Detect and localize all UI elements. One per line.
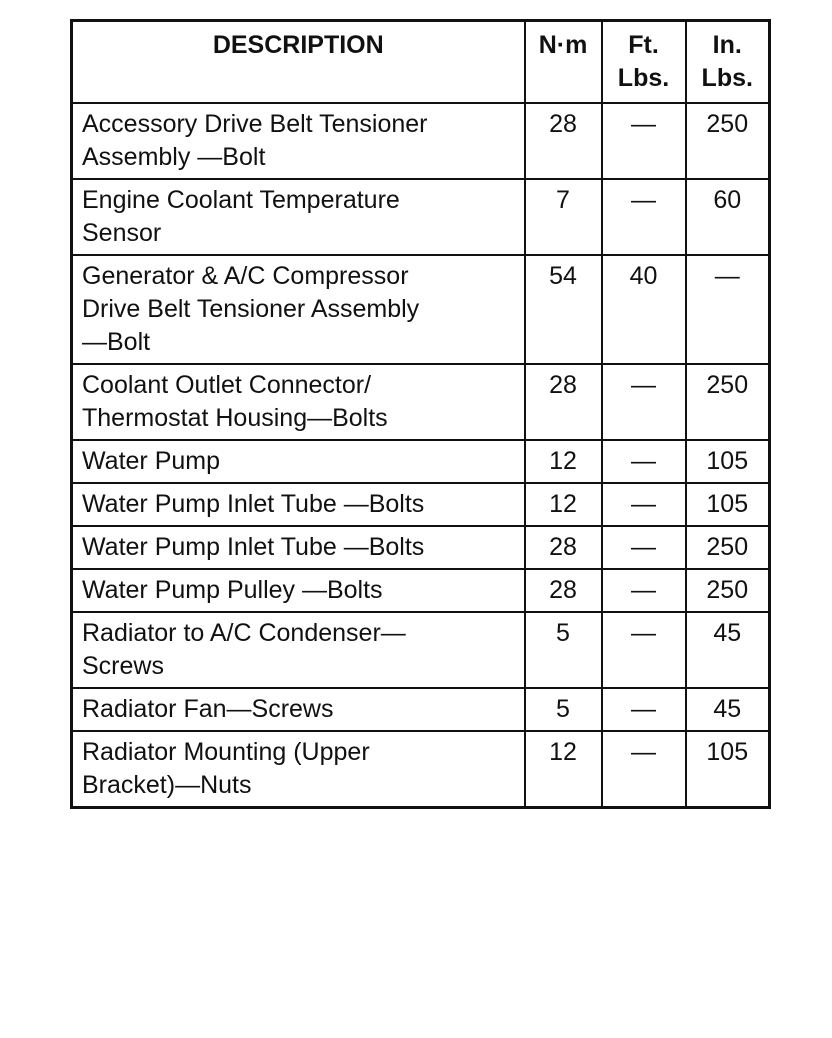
description-line: Water Pump Inlet Tube —Bolts	[82, 490, 425, 518]
row-in-lbs-value: 60	[686, 179, 770, 255]
row-in-lbs-value: 45	[686, 612, 770, 688]
row-in-lbs-value: 250	[686, 103, 770, 179]
row-ft-lbs-value: —	[602, 688, 686, 731]
row-ft-lbs-value: —	[602, 483, 686, 526]
row-nm-value: 54	[525, 255, 602, 364]
row-ft-lbs-value: —	[602, 440, 686, 483]
row-in-lbs-value: 250	[686, 569, 770, 612]
table-row	[72, 440, 770, 483]
row-nm-value: 7	[525, 179, 602, 255]
torque-spec-table	[70, 19, 771, 809]
description-line: Coolant Outlet Connector/	[82, 371, 372, 399]
row-description	[72, 440, 525, 483]
row-description	[72, 179, 525, 255]
description-line: —Bolt	[82, 328, 151, 356]
table-row	[72, 364, 770, 440]
table-row	[72, 569, 770, 612]
row-description	[72, 255, 525, 364]
row-nm-value: 12	[525, 483, 602, 526]
description-line: Assembly —Bolt	[82, 143, 266, 171]
row-ft-lbs-value: —	[602, 526, 686, 569]
description-line: Radiator Fan—Screws	[82, 695, 334, 723]
row-description	[72, 569, 525, 612]
row-nm-value: 28	[525, 569, 602, 612]
header-in-line-2: Lbs.	[701, 64, 753, 92]
description-line: Radiator to A/C Condenser—	[82, 619, 406, 647]
description-line: Engine Coolant Temperature	[82, 186, 400, 214]
row-in-lbs-value: —	[686, 255, 770, 364]
row-in-lbs-value: 105	[686, 483, 770, 526]
row-description	[72, 688, 525, 731]
description-line: Sensor	[82, 219, 162, 247]
header-row	[72, 21, 770, 104]
description-line: Water Pump Inlet Tube —Bolts	[82, 533, 425, 561]
row-description	[72, 731, 525, 808]
header-in-line-1: In.	[712, 31, 742, 59]
row-nm-value: 28	[525, 526, 602, 569]
row-in-lbs-value: 105	[686, 440, 770, 483]
table-row	[72, 255, 770, 364]
row-nm-value: 5	[525, 612, 602, 688]
table-row	[72, 526, 770, 569]
description-line: Screws	[82, 652, 164, 680]
table-row	[72, 612, 770, 688]
table-row	[72, 483, 770, 526]
table-row	[72, 731, 770, 808]
header-ft-lbs	[602, 21, 686, 104]
header-ft-line-2: Lbs.	[617, 64, 670, 92]
table-row	[72, 103, 770, 179]
description-line: Generator & A/C Compressor	[82, 262, 409, 290]
row-nm-value: 28	[525, 103, 602, 179]
row-nm-value: 28	[525, 364, 602, 440]
row-ft-lbs-value: —	[602, 569, 686, 612]
row-ft-lbs-value: —	[602, 364, 686, 440]
row-in-lbs-value: 250	[686, 364, 770, 440]
description-line: Thermostat Housing—Bolts	[82, 404, 388, 432]
header-nm: N·m	[525, 21, 602, 104]
row-ft-lbs-value: —	[602, 612, 686, 688]
row-in-lbs-value: 105	[686, 731, 770, 808]
row-ft-lbs-value: —	[602, 731, 686, 808]
header-in-lbs	[686, 21, 770, 104]
description-line: Water Pump	[82, 447, 221, 475]
row-ft-lbs-value: —	[602, 103, 686, 179]
row-in-lbs-value: 250	[686, 526, 770, 569]
description-line: Bracket)—Nuts	[82, 771, 252, 799]
table-row	[72, 179, 770, 255]
row-ft-lbs-value: —	[602, 179, 686, 255]
header-ft-line-1: Ft.	[628, 31, 659, 59]
table-row	[72, 688, 770, 731]
row-nm-value: 12	[525, 731, 602, 808]
table-body	[72, 103, 770, 808]
row-in-lbs-value: 45	[686, 688, 770, 731]
row-description	[72, 526, 525, 569]
description-line: Water Pump Pulley —Bolts	[82, 576, 383, 604]
row-ft-lbs-value: 40	[602, 255, 686, 364]
row-nm-value: 5	[525, 688, 602, 731]
row-description	[72, 612, 525, 688]
row-description	[72, 364, 525, 440]
description-line: Radiator Mounting (Upper	[82, 738, 370, 766]
header-description: DESCRIPTION	[72, 21, 525, 104]
description-line: Drive Belt Tensioner Assembly	[82, 295, 420, 323]
description-line: Accessory Drive Belt Tensioner	[82, 110, 428, 138]
row-description	[72, 103, 525, 179]
row-nm-value: 12	[525, 440, 602, 483]
row-description	[72, 483, 525, 526]
